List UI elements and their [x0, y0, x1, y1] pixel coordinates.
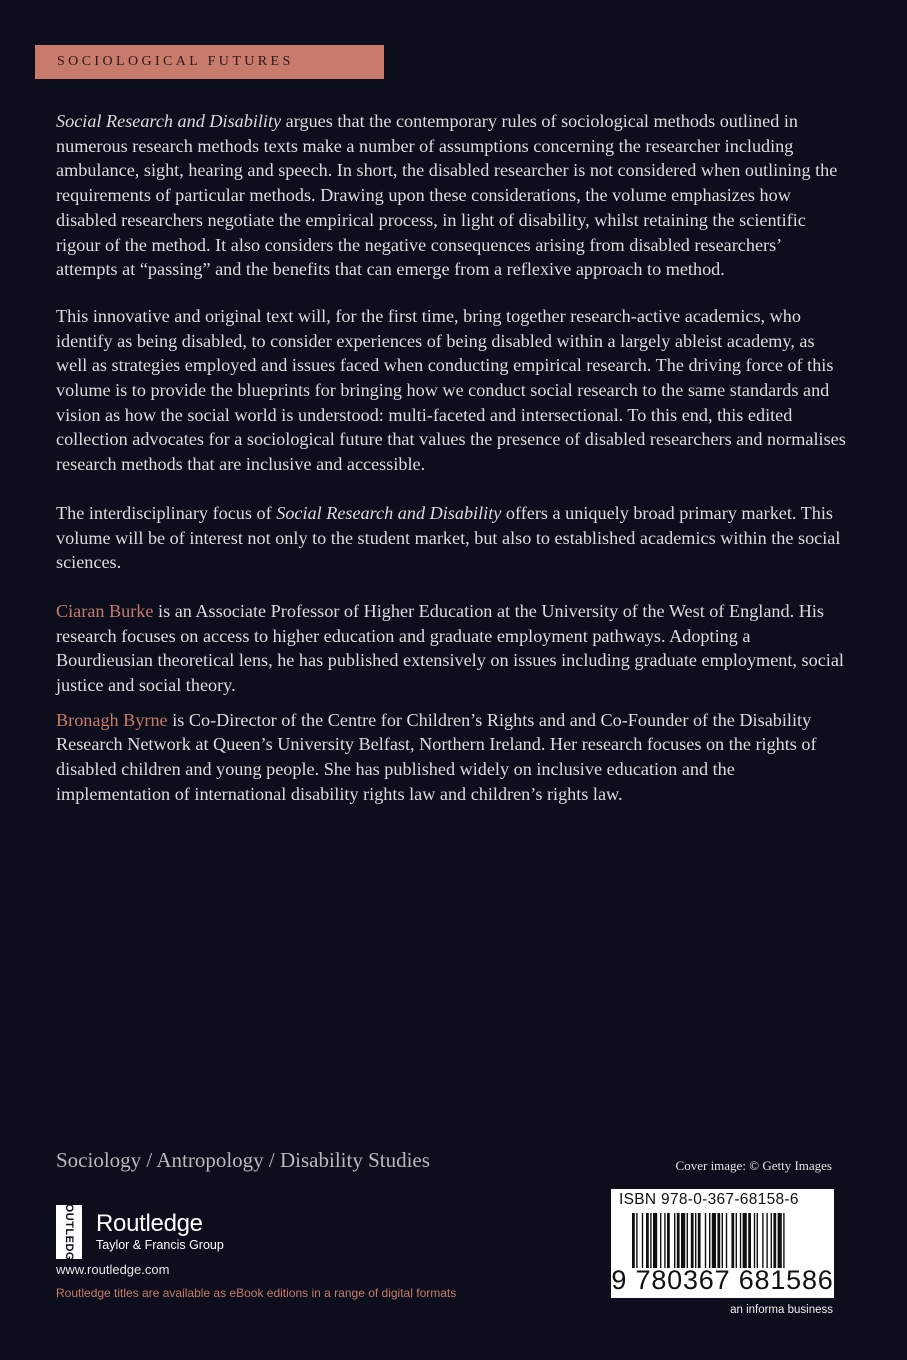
barcode-bar [754, 1213, 755, 1268]
barcode-bar [664, 1213, 665, 1268]
barcode-bar [705, 1213, 706, 1268]
barcode-bar [722, 1213, 723, 1268]
barcode-bar [748, 1213, 751, 1268]
barcode-bar [736, 1213, 737, 1268]
barcode-bar [674, 1213, 675, 1268]
publisher-group: Taylor & Francis Group [96, 1238, 224, 1252]
barcode-bar [773, 1213, 776, 1268]
series-banner [35, 45, 384, 79]
barcode-bar [698, 1213, 701, 1268]
barcode-bar [636, 1213, 637, 1268]
cover-image-credit: Cover image: © Getty Images [675, 1158, 832, 1173]
barcode-bar [709, 1213, 710, 1268]
barcode-bar [762, 1213, 763, 1268]
author-bio-1 [56, 599, 846, 698]
book-title-italic: Social Research and Disability [56, 111, 282, 131]
routledge-mark-icon [56, 1195, 82, 1269]
barcode-bar [783, 1213, 784, 1268]
barcode-bar [717, 1213, 720, 1268]
barcode-bar [731, 1213, 734, 1268]
author-name: Ciaran Burke [56, 600, 154, 621]
publisher-name: Routledge [96, 1210, 203, 1237]
barcode-bar [757, 1213, 758, 1268]
barcode-bar [650, 1213, 651, 1268]
blurb-paragraph-3-end: offers a uniquely broad primary market. This volume will be of interest not only to the student market, but also to established academics within the social sciences. [56, 502, 841, 573]
barcode-bar [691, 1213, 694, 1268]
blurb-paragraph-3 [56, 501, 846, 575]
barcode-bar [726, 1213, 727, 1268]
blurb-paragraph-1-text: argues that the contemporary rules of sociological methods outlined in numerous research methods texts make a number of assumptions concerning the researcher including ambulance, sight, hearing and speech. In short, the disabled researcher is not considered when outlining the requirements of particular methods. Drawing upon these considerations, the volume emphasizes how disabled researchers negotiate the empirical process, in light of disability, whilst retaining the scientific rigour of the method. It also considers the negative consequences arising from disabled researchers’ attempts at “passing” and the benefits that can emerge from a reflexive approach to method. [56, 111, 838, 280]
barcode-bar [642, 1213, 643, 1268]
isbn-barcode [611, 1189, 834, 1298]
publisher-logo [56, 1195, 224, 1269]
barcode-bar [743, 1213, 747, 1268]
barcode-bar [687, 1213, 688, 1268]
author-name: Bronagh Byrne [56, 709, 168, 730]
barcode-bar [667, 1213, 670, 1268]
subject-categories: Sociology / Antropology / Disability Studies [56, 1148, 430, 1172]
publisher-website: www.routledge.com [56, 1262, 170, 1277]
blurb-paragraph-1 [56, 109, 846, 282]
informa-tagline: an informa business [730, 1304, 833, 1316]
barcode-bar [740, 1213, 741, 1268]
barcode-bar [632, 1213, 635, 1268]
isbn-number: ISBN 978-0-367-68158-6 [619, 1191, 799, 1208]
barcode-bar [712, 1213, 716, 1268]
publisher-name-block [96, 1211, 224, 1253]
barcode-bar [695, 1213, 696, 1268]
logo-mark-text: ROUTLEDGE [63, 1195, 75, 1269]
barcode-bars-icon [632, 1213, 828, 1268]
back-cover-blurb [56, 109, 846, 807]
barcode-digits: 9 780367 681586 [611, 1265, 834, 1295]
barcode-bar [778, 1213, 782, 1268]
barcode-bar [771, 1213, 772, 1268]
blurb-paragraph-2: This innovative and original text will, for the first time, bring together research-active academics, who identify as being disabled, to consider experiences of being disabled within a largely ableist academy, as well as strategies employed and issues faced when conducting empirical research. The driving force of this volume is to provide the blueprints for bringing how we conduct social research to the same standards and vision as how the social world is understood: multi-faceted and intersectional. To this end, this edited collection advocates for a sociological future that values the presence of disabled researchers and normalises research methods that are inclusive and accessible. [56, 305, 846, 475]
barcode-bar [766, 1213, 767, 1268]
barcode-bar [677, 1213, 680, 1268]
barcode-bar [653, 1213, 657, 1268]
book-title-italic: Social Research and Disability [276, 502, 502, 523]
ebook-availability-note: Routledge titles are available as eBook editions in a range of digital formats [56, 1286, 457, 1300]
author-bio-2 [56, 708, 846, 807]
barcode-bar [681, 1213, 685, 1268]
series-title: SOCIOLOGICAL FUTURES [57, 54, 294, 69]
blurb-paragraph-3-start: The interdisciplinary focus of [56, 502, 277, 523]
author-bio-text: is Co-Director of the Centre for Children’s Rights and and Co-Founder of the Disability Research Network at Queen’s University Belfast, Northern Ireland. Her research focuses on the rights of disabled children and young people. She has published widely on inclusive education and the implementation of international disability rights law and children’s rights law. [56, 709, 817, 804]
barcode-bar [660, 1213, 661, 1268]
author-bio-text: is an Associate Professor of Higher Education at the University of the West of England. His research focuses on access to higher education and graduate employment pathways. Adopting a Bourdieusian theoretical lens, he has published extensively on issues including graduate employment, social justice and social theory. [56, 600, 844, 696]
barcode-bar [646, 1213, 649, 1268]
